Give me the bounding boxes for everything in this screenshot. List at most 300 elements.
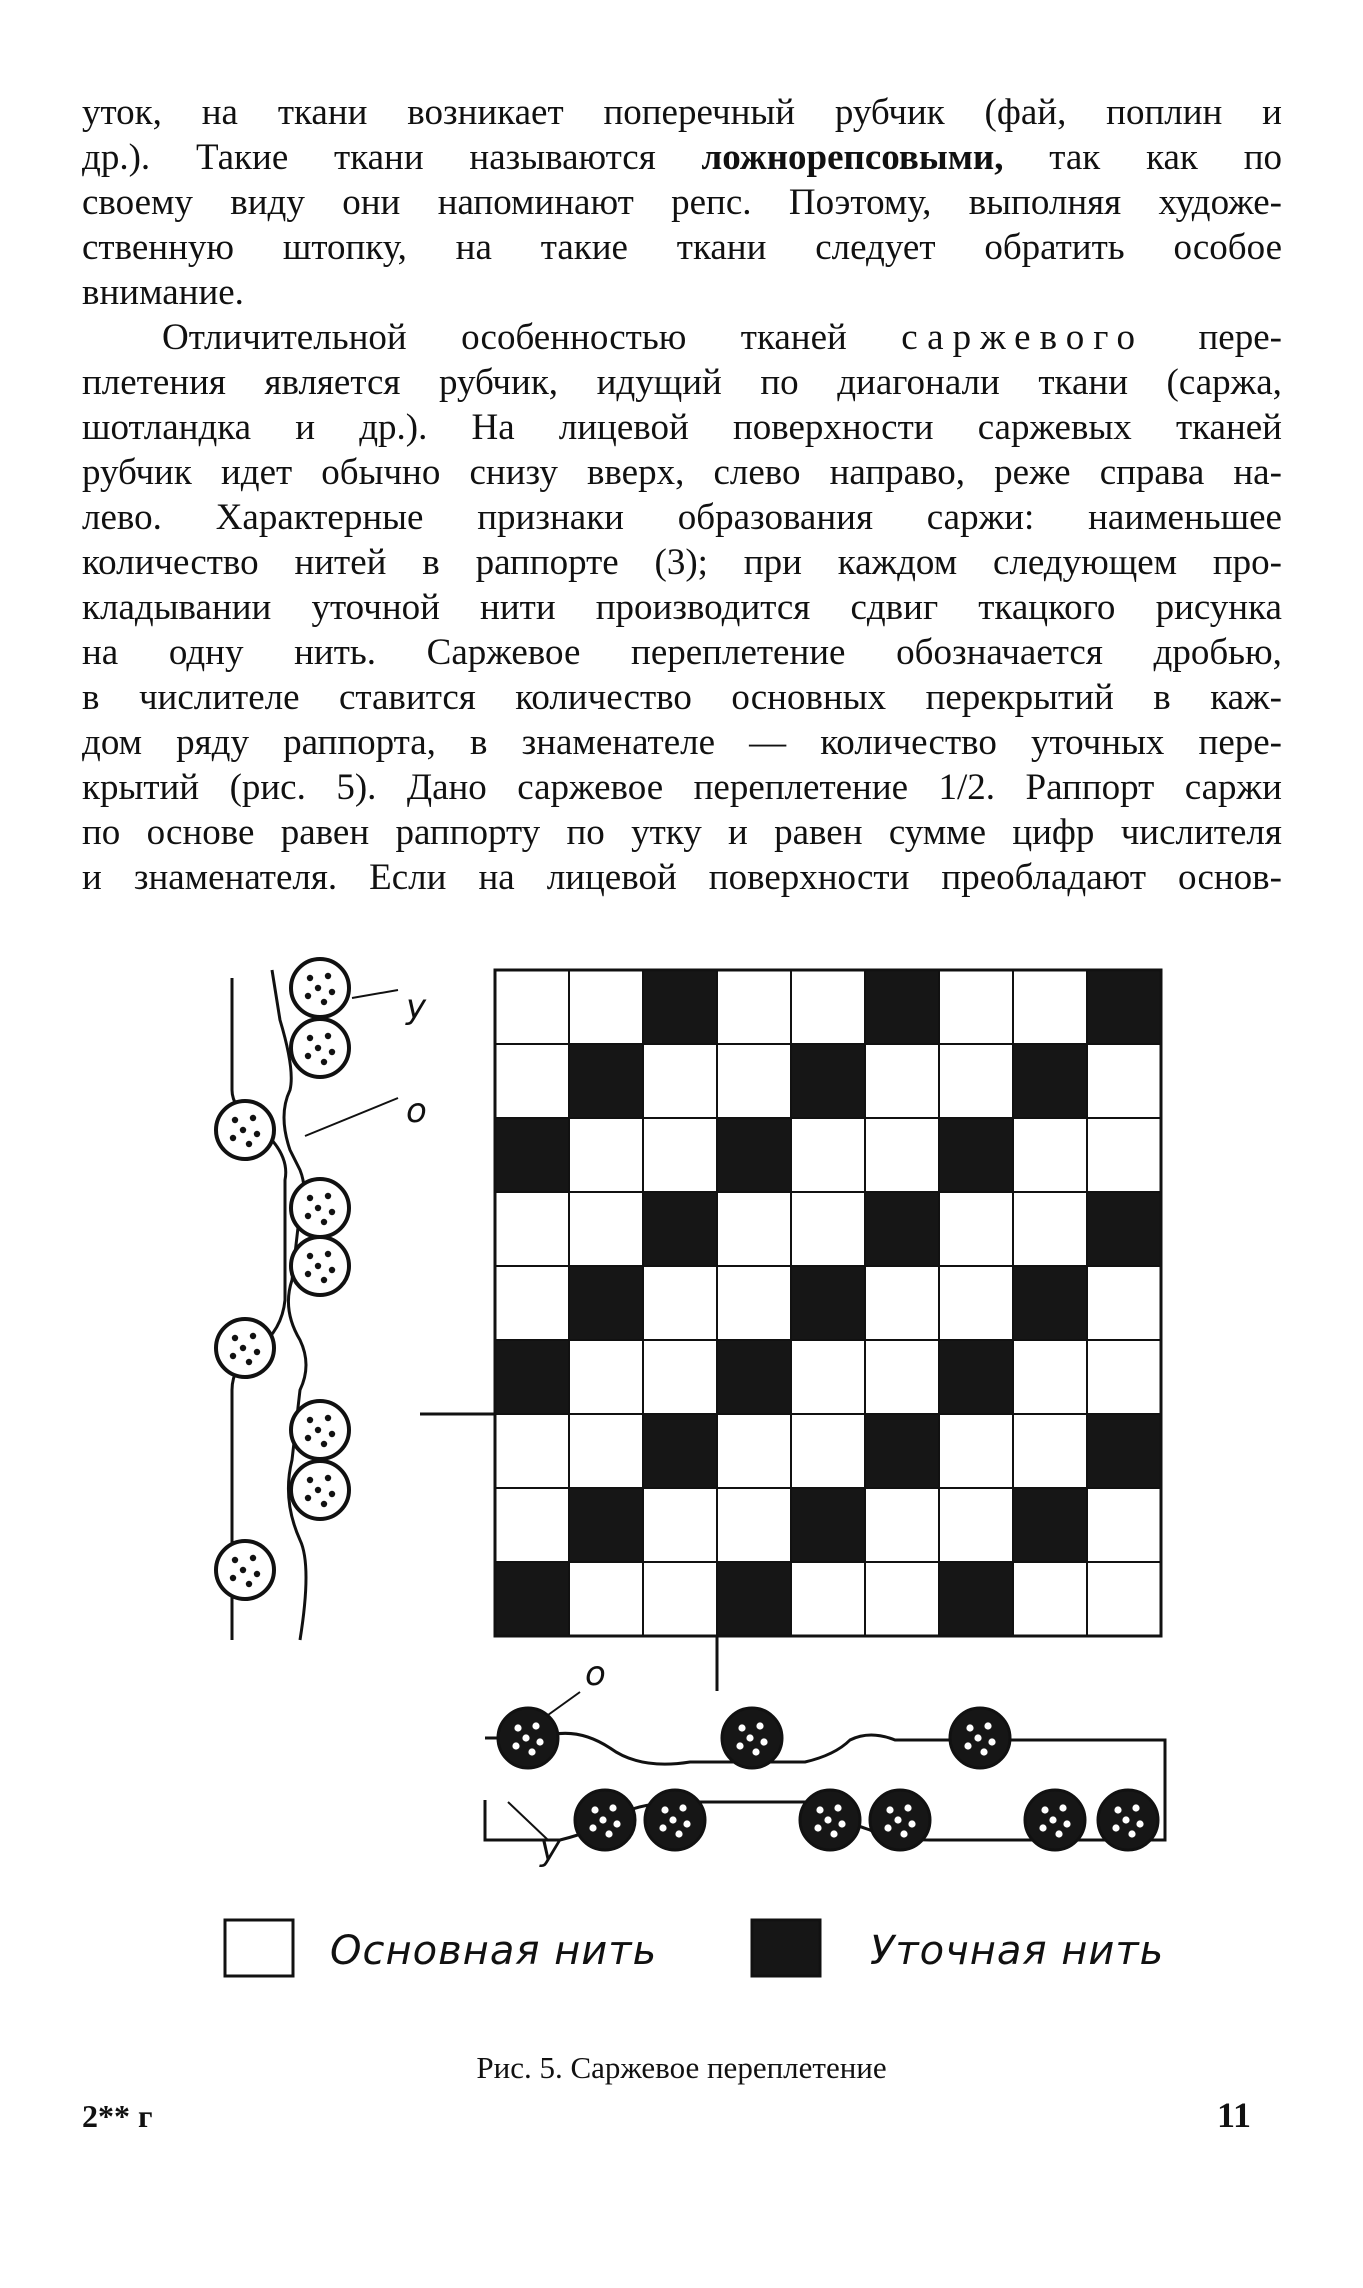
fiber-dot <box>900 1830 907 1837</box>
word: особенностью <box>461 317 687 358</box>
paragraph-2 <box>82 315 1282 900</box>
fiber-dot <box>325 1193 331 1199</box>
weft-cell <box>865 970 939 1044</box>
fiber-dot <box>325 1415 331 1421</box>
fiber-dot <box>752 1748 759 1755</box>
fiber-dot <box>240 1567 246 1573</box>
fiber-dot <box>250 1333 256 1339</box>
weft-thread-top-edge <box>485 1733 1165 1782</box>
fiber-dot <box>315 1045 321 1051</box>
fiber-dot <box>250 1115 256 1121</box>
fiber-dot <box>240 1345 246 1351</box>
word: наименьшее <box>1088 497 1282 538</box>
text-line <box>82 405 1282 450</box>
warp-cell <box>791 1340 865 1414</box>
word: виду <box>230 182 305 223</box>
word: на <box>455 227 492 268</box>
weft-cell <box>569 1044 643 1118</box>
fiber-dot <box>250 1555 256 1561</box>
word: рисунка <box>1155 587 1282 628</box>
word: и <box>728 812 748 853</box>
word: идущий <box>596 362 722 403</box>
word: как <box>1146 137 1198 178</box>
fiber-dot <box>329 1491 335 1497</box>
word: при <box>743 542 802 583</box>
word: так <box>1049 137 1101 178</box>
weft-thread-section <box>216 1319 274 1377</box>
warp-cell <box>791 1562 865 1636</box>
word: поверхности <box>708 857 910 898</box>
word: по <box>760 362 799 403</box>
fiber-dot <box>532 1722 539 1729</box>
fiber-dot <box>814 1824 821 1831</box>
fiber-dot <box>980 1748 987 1755</box>
word: крытий <box>82 767 200 808</box>
word: 5). <box>336 767 377 808</box>
word: рубчик, <box>438 362 559 403</box>
warp-cell <box>569 1118 643 1192</box>
fiber-dot <box>824 1816 831 1823</box>
word: 1/2. <box>938 767 996 808</box>
warp-cell <box>939 970 1013 1044</box>
fiber-dot <box>325 973 331 979</box>
word: утку <box>631 812 702 853</box>
word: одну <box>168 632 244 673</box>
warp-cell <box>569 1340 643 1414</box>
word: обозначается <box>896 632 1103 673</box>
word: ложнорепсовыми, <box>701 137 1004 178</box>
weft-cell <box>717 1340 791 1414</box>
word: знаменателя. <box>133 857 338 898</box>
word: репс. <box>671 182 752 223</box>
fiber-dot <box>329 1209 335 1215</box>
word: признаки <box>477 497 624 538</box>
weft-thread-section <box>291 959 349 1017</box>
word: штопку, <box>282 227 407 268</box>
warp-cell <box>495 1414 569 1488</box>
word: обычно <box>321 452 441 493</box>
word: тканей <box>1175 407 1282 448</box>
word: и <box>295 407 316 448</box>
fiber-dot <box>522 1734 529 1741</box>
fiber-dot <box>613 1820 620 1827</box>
weft-cell <box>495 1340 569 1414</box>
fiber-dot <box>325 1251 331 1257</box>
warp-cell <box>717 970 791 1044</box>
figure-caption: Рис. 5. Саржевое переплетение <box>476 2050 887 2085</box>
word: каж- <box>1210 677 1282 718</box>
fiber-dot <box>1049 1816 1056 1823</box>
word: Характерные <box>215 497 424 538</box>
warp-cell <box>569 1192 643 1266</box>
weft-cell <box>1087 1192 1161 1266</box>
word: др.). <box>359 407 428 448</box>
word: лицевой <box>546 857 677 898</box>
fiber-dot <box>609 1804 616 1811</box>
text-line <box>82 540 1282 585</box>
fiber-dot <box>232 1335 238 1341</box>
word: уточных <box>1030 722 1165 763</box>
leader-line-warp <box>305 1098 398 1136</box>
fiber-dot <box>1132 1804 1139 1811</box>
warp-thread-section <box>1025 1790 1085 1850</box>
word: саржевого <box>901 317 1145 358</box>
fiber-dot <box>816 1806 823 1813</box>
weft-cell <box>1087 1414 1161 1488</box>
fiber-dot <box>908 1820 915 1827</box>
fiber-dot <box>240 1127 246 1133</box>
weft-cell <box>717 1562 791 1636</box>
word: на <box>478 857 515 898</box>
word: рубчик <box>834 92 945 133</box>
warp-cell <box>1087 1562 1161 1636</box>
word: саржи: <box>926 497 1035 538</box>
weft-cell <box>643 970 717 1044</box>
weft-cell <box>1013 1488 1087 1562</box>
fiber-dot <box>528 1748 535 1755</box>
word: своему <box>82 182 193 223</box>
fiber-dot <box>321 1441 327 1447</box>
warp-thread-section <box>498 1708 558 1768</box>
word: ставится <box>338 677 476 718</box>
word: равен <box>280 812 370 853</box>
fiber-dot <box>988 1738 995 1745</box>
word: по <box>566 812 605 853</box>
fiber-dot <box>307 1417 313 1423</box>
fiber-dot <box>230 1353 236 1359</box>
weft-cell <box>791 1266 865 1340</box>
word: На <box>471 407 515 448</box>
text-line <box>82 90 1282 135</box>
word: ряду <box>176 722 249 763</box>
weft-cell <box>939 1340 1013 1414</box>
word: пере- <box>1198 722 1282 763</box>
warp-cell <box>1087 1488 1161 1562</box>
word: основ- <box>1178 857 1282 898</box>
text-line <box>82 180 1282 225</box>
warp-cell <box>865 1118 939 1192</box>
fiber-dot <box>679 1804 686 1811</box>
warp-cell <box>865 1266 939 1340</box>
legend-warp-swatch <box>225 1920 293 1976</box>
fiber-dot <box>307 1035 313 1041</box>
fiber-dot <box>305 993 311 999</box>
weft-thread-section <box>291 1461 349 1519</box>
warp-thread-section <box>870 1790 930 1850</box>
weft-cell <box>643 1192 717 1266</box>
fiber-dot <box>974 1734 981 1741</box>
fiber-dot <box>321 1501 327 1507</box>
fiber-dot <box>232 1557 238 1563</box>
fiber-dot <box>984 1722 991 1729</box>
fiber-dot <box>1114 1806 1121 1813</box>
paragraph-1 <box>82 90 1282 315</box>
word: тканей <box>740 317 847 358</box>
warp-cell <box>865 1044 939 1118</box>
text-line <box>82 225 1282 270</box>
word: является <box>264 362 401 403</box>
fiber-dot <box>675 1830 682 1837</box>
warp-cell <box>939 1266 1013 1340</box>
fiber-dot <box>884 1824 891 1831</box>
word: называются <box>469 137 656 178</box>
warp-cell <box>717 1044 791 1118</box>
fiber-dot <box>834 1804 841 1811</box>
weft-cell <box>643 1414 717 1488</box>
word: выполняя <box>968 182 1122 223</box>
word: уток, <box>82 92 162 133</box>
weft-cell <box>1087 970 1161 1044</box>
word: уточной <box>311 587 440 628</box>
weave-pattern-grid <box>420 970 1161 1691</box>
weft-thread-section <box>216 1541 274 1599</box>
warp-cell <box>1013 1340 1087 1414</box>
warp-cell <box>495 1266 569 1340</box>
text-line <box>82 360 1282 405</box>
fiber-dot <box>1128 1830 1135 1837</box>
word: возникает <box>407 92 564 133</box>
weft-thread-section <box>291 1237 349 1295</box>
weft-cell <box>865 1414 939 1488</box>
word: раппорта, <box>283 722 436 763</box>
text-line <box>82 135 1282 180</box>
word: справа <box>1099 452 1205 493</box>
word: — <box>749 722 787 763</box>
word: и <box>82 857 102 898</box>
fiber-dot <box>307 1253 313 1259</box>
fiber-dot <box>1039 1824 1046 1831</box>
word: саржевых <box>977 407 1132 448</box>
warp-thread-section <box>950 1708 1010 1768</box>
word: кладывании <box>82 587 272 628</box>
word: основных <box>731 677 887 718</box>
word: ткани <box>676 227 767 268</box>
legend-weft-swatch <box>752 1920 820 1976</box>
warp-cell <box>791 1192 865 1266</box>
warp-cell <box>643 1340 717 1414</box>
fiber-dot <box>315 1487 321 1493</box>
word: поверхности <box>732 407 934 448</box>
fiber-dot <box>1059 1804 1066 1811</box>
fiber-dot <box>966 1724 973 1731</box>
warp-cell <box>791 1414 865 1488</box>
warp-cell <box>1087 1266 1161 1340</box>
word: цифр <box>1012 812 1095 853</box>
fiber-dot <box>254 1349 260 1355</box>
word: внимание. <box>82 272 244 313</box>
word: количество <box>82 542 259 583</box>
word: диагонали <box>837 362 1000 403</box>
word: рубчик <box>82 452 192 493</box>
word: раппорте <box>475 542 619 583</box>
warp-cell <box>1087 1118 1161 1192</box>
legend-warp-label: Основная нить <box>330 1928 658 1974</box>
text-line <box>82 585 1282 630</box>
word: вверх, <box>586 452 685 493</box>
fiber-dot <box>536 1738 543 1745</box>
word: лицевой <box>558 407 689 448</box>
word: нитей <box>294 542 387 583</box>
warp-thread-section <box>575 1790 635 1850</box>
word: саржевое <box>517 767 664 808</box>
word: ткани <box>334 137 424 178</box>
word: напоминают <box>437 182 634 223</box>
warp-cell <box>643 1488 717 1562</box>
word: идет <box>220 452 293 493</box>
weft-cell <box>1013 1266 1087 1340</box>
word: особое <box>1173 227 1282 268</box>
word: лево. <box>82 497 162 538</box>
word: обратить <box>984 227 1125 268</box>
weft-cell <box>495 1118 569 1192</box>
text-line <box>82 855 1282 900</box>
weft-label-bottom: у <box>540 1829 561 1869</box>
fiber-dot <box>315 1205 321 1211</box>
fiber-dot <box>904 1804 911 1811</box>
word: Отличительной <box>162 317 407 358</box>
word: основе <box>146 812 255 853</box>
warp-label-bottom: о <box>585 1654 606 1694</box>
warp-cell <box>717 1488 791 1562</box>
word: на <box>82 632 119 673</box>
fiber-dot <box>599 1816 606 1823</box>
fiber-dot <box>964 1742 971 1749</box>
fiber-dot <box>321 1277 327 1283</box>
signature-mark: 2** г <box>82 2098 153 2134</box>
weft-thread-section <box>291 1401 349 1459</box>
word: Раппорт <box>1025 767 1155 808</box>
weft-cell <box>1013 1044 1087 1118</box>
weft-cell <box>865 1192 939 1266</box>
warp-cell <box>569 1414 643 1488</box>
fiber-dot <box>325 1033 331 1039</box>
word: снизу <box>469 452 558 493</box>
text-line <box>82 765 1282 810</box>
fiber-dot <box>1055 1830 1062 1837</box>
fiber-dot <box>736 1742 743 1749</box>
fiber-dot <box>321 1219 327 1225</box>
fiber-dot <box>756 1722 763 1729</box>
fiber-dot <box>307 975 313 981</box>
word: перекрытий <box>925 677 1114 718</box>
word: на <box>201 92 238 133</box>
fiber-dot <box>321 999 327 1005</box>
text-line <box>82 630 1282 675</box>
word: такие <box>540 227 628 268</box>
warp-cell <box>939 1192 1013 1266</box>
warp-cell <box>717 1414 791 1488</box>
word: поплин <box>1106 92 1223 133</box>
word: переплетение <box>693 767 909 808</box>
fiber-dot <box>1041 1806 1048 1813</box>
fiber-dot <box>246 1581 252 1587</box>
word: др.). <box>82 137 151 178</box>
warp-cell <box>495 1488 569 1562</box>
fiber-dot <box>838 1820 845 1827</box>
fiber-dot <box>232 1117 238 1123</box>
page-number: 11 <box>1216 2095 1251 2135</box>
weft-thread-section <box>291 1179 349 1237</box>
word: (рис. <box>229 767 306 808</box>
warp-thread-section <box>800 1790 860 1850</box>
word: дом <box>82 722 143 763</box>
warp-cell <box>939 1488 1013 1562</box>
word: реже <box>994 452 1071 493</box>
warp-cell <box>791 970 865 1044</box>
word: пере- <box>1198 317 1282 358</box>
text-line <box>82 810 1282 855</box>
warp-cell <box>865 1562 939 1636</box>
word: Дано <box>406 767 487 808</box>
fiber-dot <box>514 1724 521 1731</box>
fiber-dot <box>605 1830 612 1837</box>
word: ткацкого <box>978 587 1116 628</box>
fiber-dot <box>305 1271 311 1277</box>
text-line <box>82 450 1282 495</box>
word: Если <box>369 857 447 898</box>
word: каждом <box>837 542 958 583</box>
word: (саржа, <box>1166 362 1282 403</box>
word: следует <box>815 227 936 268</box>
fiber-dot <box>683 1820 690 1827</box>
word: в <box>1153 677 1171 718</box>
warp-cell <box>1013 1192 1087 1266</box>
weft-cell <box>791 1044 865 1118</box>
word: Поэтому, <box>788 182 932 223</box>
fiber-dot <box>230 1135 236 1141</box>
fiber-dot <box>254 1131 260 1137</box>
warp-cell <box>791 1118 865 1192</box>
word: про- <box>1212 542 1282 583</box>
word: на- <box>1233 452 1282 493</box>
fiber-dot <box>325 1475 331 1481</box>
warp-cell <box>717 1192 791 1266</box>
word: раппорту <box>395 812 541 853</box>
word: они <box>342 182 401 223</box>
word: производится <box>595 587 811 628</box>
word: по <box>1243 137 1282 178</box>
weft-cell <box>717 1118 791 1192</box>
warp-cell <box>1087 1340 1161 1414</box>
fiber-dot <box>886 1806 893 1813</box>
fiber-dot <box>512 1742 519 1749</box>
fiber-dot <box>307 1195 313 1201</box>
warp-cell <box>1013 1562 1087 1636</box>
fiber-dot <box>305 1495 311 1501</box>
word: Саржевое <box>426 632 581 673</box>
fiber-dot <box>307 1477 313 1483</box>
word: (фай, <box>984 92 1067 133</box>
warp-cell <box>1013 1414 1087 1488</box>
fiber-dot <box>894 1816 901 1823</box>
warp-cell <box>569 970 643 1044</box>
warp-thread-section <box>722 1708 782 1768</box>
fiber-dot <box>315 1427 321 1433</box>
warp-cell <box>643 1562 717 1636</box>
word: слево <box>713 452 801 493</box>
warp-cell <box>1087 1044 1161 1118</box>
warp-cell <box>643 1266 717 1340</box>
warp-cell <box>939 1414 1013 1488</box>
fiber-dot <box>230 1575 236 1581</box>
warp-thread-section <box>645 1790 705 1850</box>
fiber-dot <box>830 1830 837 1837</box>
word: дробью, <box>1153 632 1282 673</box>
weft-label-left: у <box>406 987 427 1027</box>
warp-label-left: о <box>406 1091 427 1131</box>
word: переплетение <box>631 632 846 673</box>
word: направо, <box>829 452 966 493</box>
